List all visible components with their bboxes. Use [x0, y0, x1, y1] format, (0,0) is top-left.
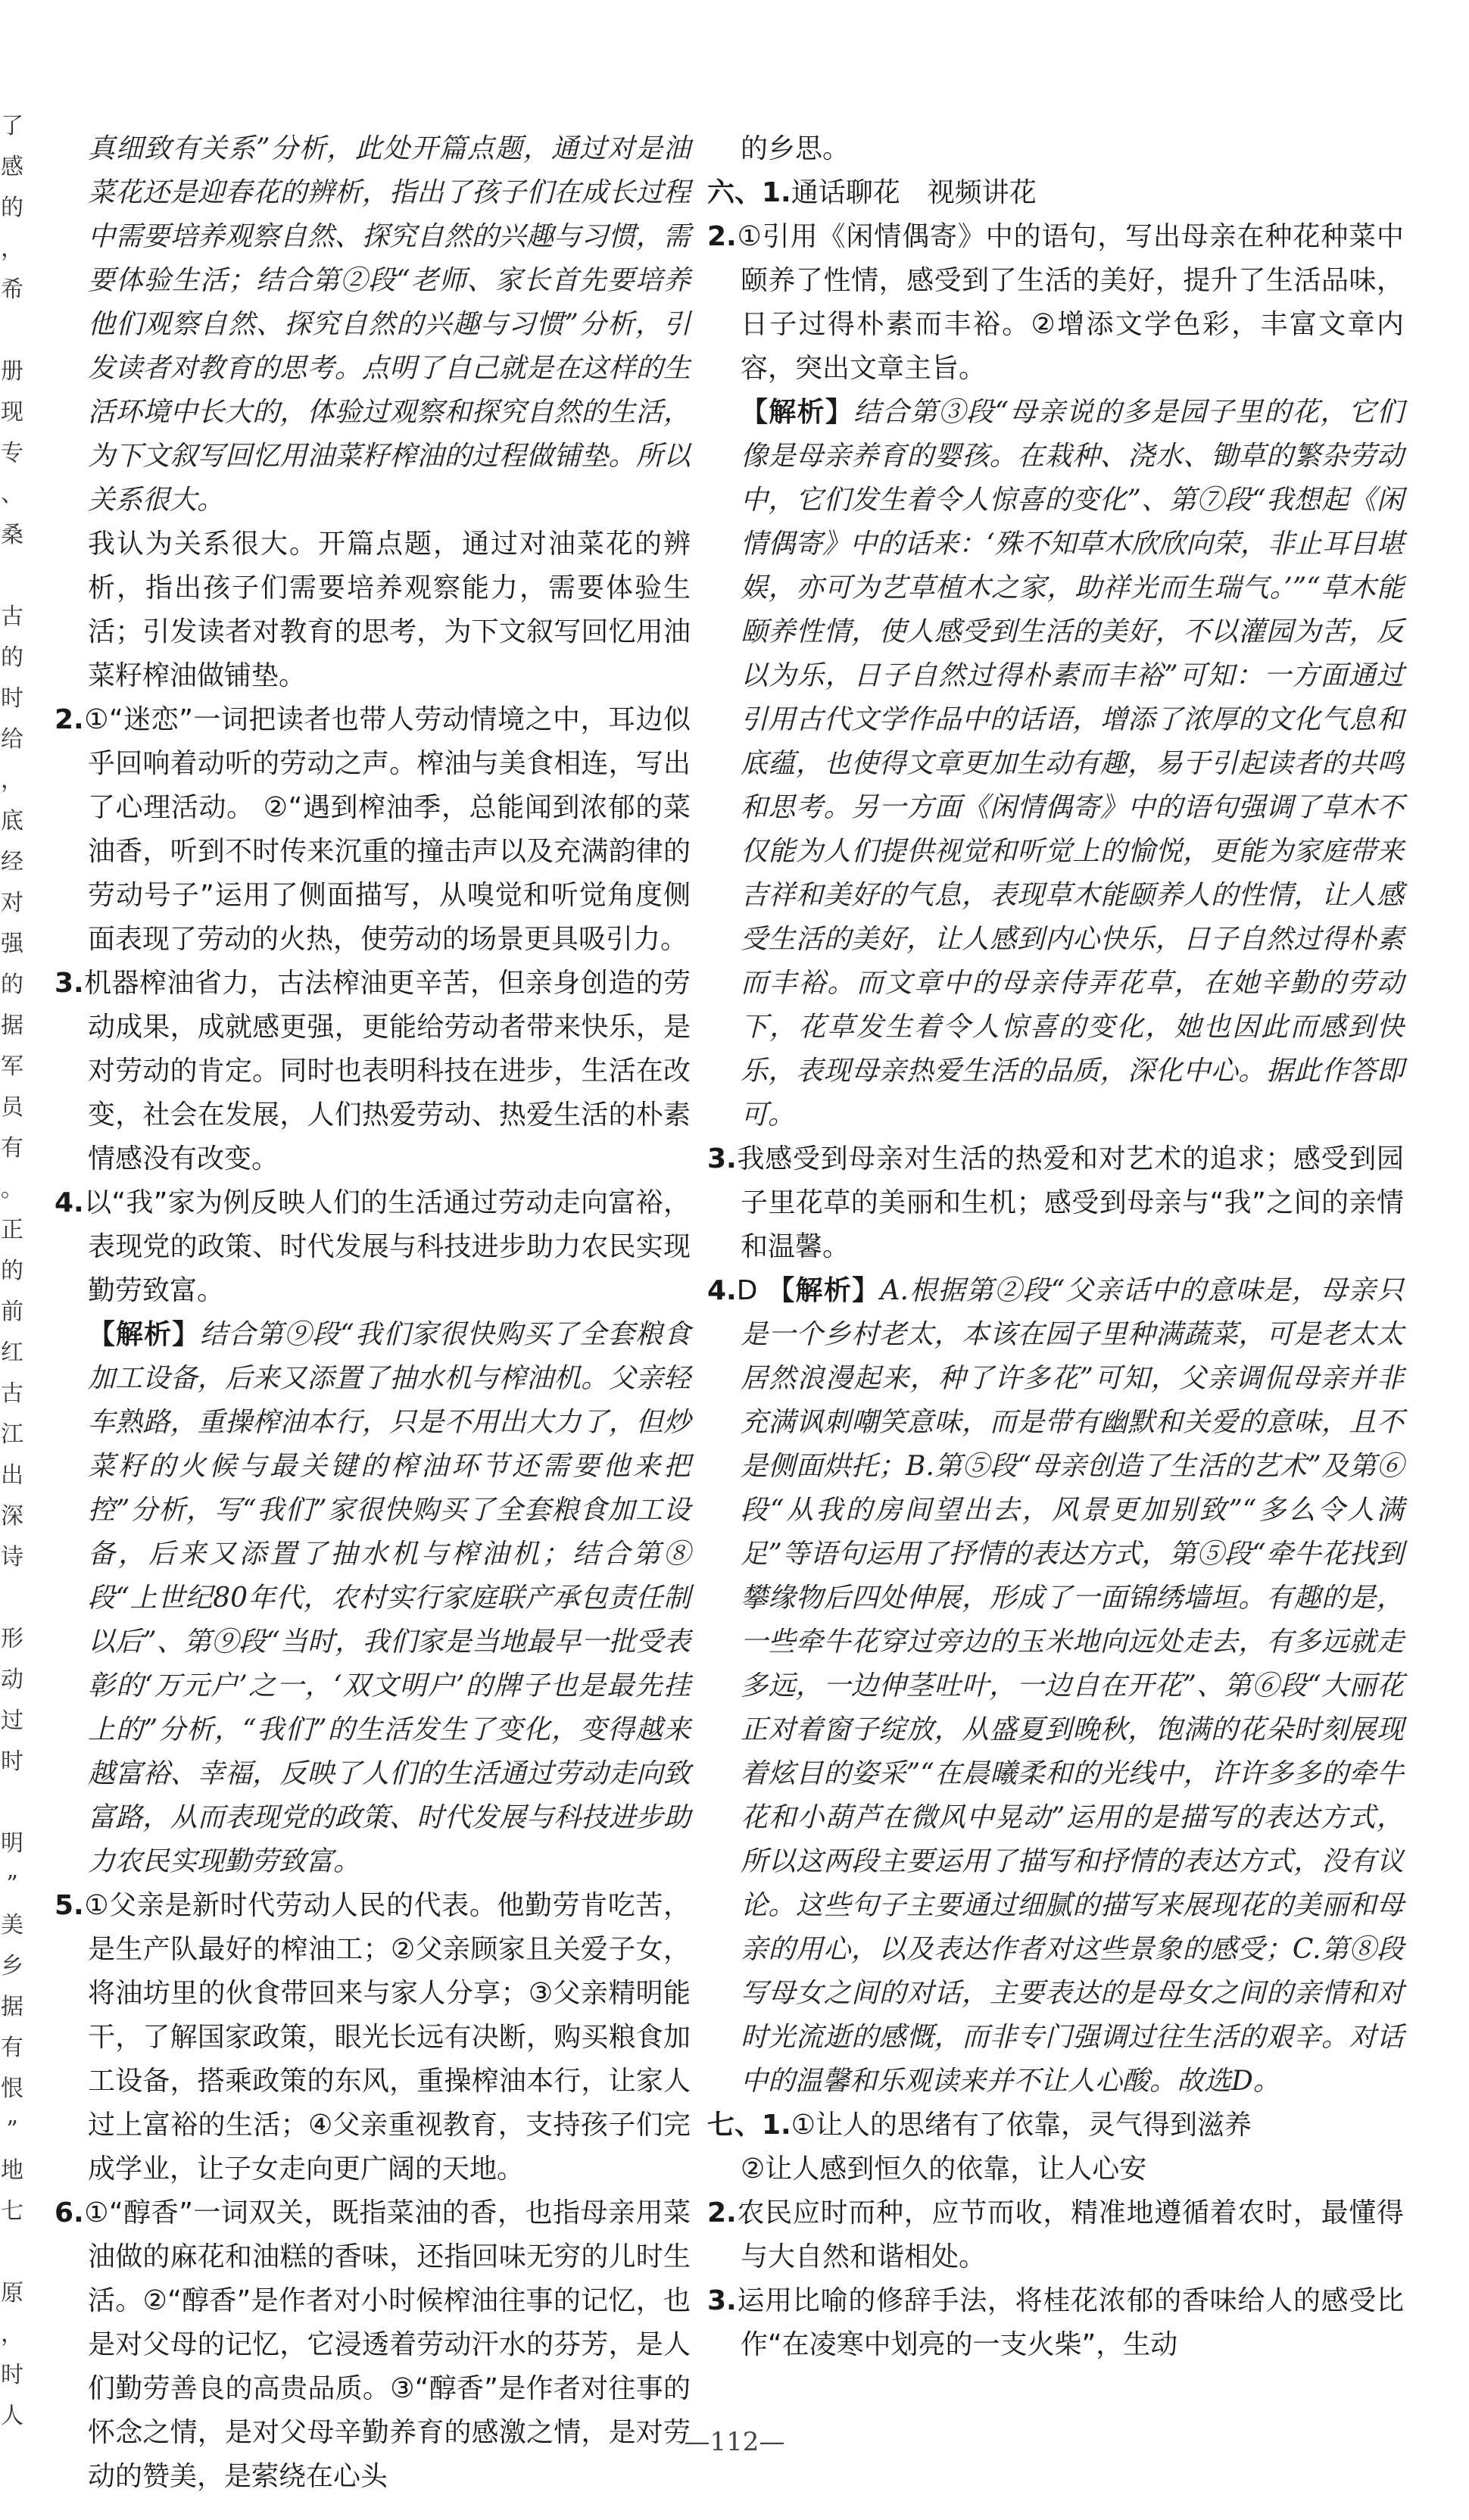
- edge-char: 有: [1, 1135, 23, 1162]
- section-heading: [707, 2104, 1404, 2147]
- edge-char: ”: [6, 1871, 18, 1898]
- item-number: 2.: [707, 221, 737, 252]
- analysis-text: A.根据第②段“父亲话中的意味是，母亲只是一个乡村老太，本该在园子里种满蔬菜，可是老太太居然浪漫起来，种了许多花”可知，父亲调侃母亲并非充满讽刺嘲笑意味，而是带有幽默和关爱的意味，且不是侧面烘托；B.第⑤段“母亲创造了生活的艺术”及第⑥段“从我的房间望出去，风景更加别致”“多么令人满足”等语句运用了抒情的表达方式，第⑤段“牵牛花找到攀缘物后四处伸展，形成了一面锦绣墙垣。有趣的是，一些牵牛花穿过旁边的玉米地向远处走去，有多远就走多远，一边伸茎吐叶，一边自在开花”、第⑥段“大丽花正对着窗子绽放，从盛夏到晚秋，饱满的花朵时刻展现着炫目的姿采”“在晨曦柔和的光线中，许许多多的牵牛花和小葫芦在微风中晃动”运用的是描写的表达方式，所以这两段主要运用了描写和抒情的表达方式，没有议论。这些句子主要通过细腻的描写来展现花的美丽和母亲的用心，以及表达作者对这些景象的感受；C.第⑧段写母女之间的对话，主要表达的是母女之间的亲情和对时光流逝的感慨，而非专门强调过往生活的艰辛。对话中的温馨和乐观读来并不让人心酸。故选D。: [741, 1275, 1404, 2097]
- edge-char: 给: [1, 726, 23, 753]
- answer-explanation: [55, 1313, 691, 1884]
- answer-text: 农民应时而种，应节而收，精准地遵循着农时，最懂得与大自然和谐相处。: [736, 2197, 1404, 2272]
- edge-char: 据: [1, 1994, 23, 2020]
- item-number: 5.: [55, 1890, 84, 1921]
- edge-char: [0, 556, 24, 597]
- page-number: —112—: [684, 2427, 785, 2457]
- edge-char: 红: [1, 1340, 23, 1366]
- answer-choice: D: [736, 1275, 758, 1306]
- edge-char: 强: [1, 931, 23, 957]
- edge-char: 古: [1, 603, 23, 630]
- edge-char: 人: [1, 2403, 23, 2429]
- right-column: [707, 127, 1404, 2367]
- edge-char: 感: [1, 154, 23, 180]
- item-number: 2.: [707, 2197, 737, 2228]
- edge-char: [0, 2232, 24, 2273]
- edge-char: 江: [1, 1421, 23, 1448]
- edge-char: 底: [1, 808, 23, 834]
- edge-char: 了: [1, 113, 23, 139]
- edge-char: 经: [1, 849, 23, 875]
- edge-char: [0, 1578, 24, 1619]
- answer-item: [707, 1269, 1404, 2104]
- edge-char: 册: [1, 358, 23, 385]
- edge-char: 原: [1, 2280, 23, 2306]
- edge-char: 对: [1, 890, 23, 916]
- item-number: 3.: [55, 968, 84, 999]
- edge-char: 七: [1, 2198, 23, 2225]
- edge-char: 希: [1, 276, 23, 303]
- edge-char: 据: [1, 1012, 23, 1039]
- section-heading: [707, 171, 1404, 215]
- answer-item: [55, 698, 691, 962]
- edge-char: ，: [1, 2321, 23, 2347]
- answer-text: ①“醇香”一词双关，既指菜油的香，也指母亲用菜油做的麻花和油糕的香味，还指回味无穷的儿时生活。②“醇香”是作者对小时候榨油往事的记忆，也是对父母的记忆，它浸透着劳动汗水的芬芳，是人们勤劳善良的高贵品质。③“醇香”是作者对往事的怀念之情，是对父母辛勤养育的感激之情，是对劳动的赞美，是萦绕在心头: [83, 2197, 691, 2492]
- answer-item: [707, 215, 1404, 391]
- edge-char: 明: [1, 1830, 23, 1857]
- edge-char: 美: [1, 1912, 23, 1938]
- analysis-tag: 【解析】: [741, 397, 854, 428]
- edge-char: 有: [1, 2035, 23, 2061]
- item-number: 3.: [707, 2285, 737, 2316]
- analysis-tag: 【解析】: [88, 1319, 201, 1350]
- edge-char: 乡: [1, 1953, 23, 1979]
- edge-char: 的: [1, 644, 23, 671]
- analysis-text: 结合第③段“母亲说的多是园子里的花，它们像是母亲养育的婴孩。在栽种、浇水、锄草的繁杂劳动中，它们发生着令人惊喜的变化”、第⑦段“我想起《闲情偶寄》中的话来：‘殊不知草木欣欣向荣，非止耳目堪娱，亦可为艺草植木之家，助祥光而生瑞气。’”“草木能颐养性情，使人感受到生活的美好，不以灌园为苦，反以为乐，日子自然过得朴素而丰裕”可知：一方面通过引用古代文学作品中的话语，增添了浓厚的文化气息和底蕴，也使得文章更加生动有趣，易于引起读者的共鸣和思考。另一方面《闲情偶寄》中的语句强调了草木不仅能为人们提供视觉和听觉上的愉悦，更能为家庭带来吉祥和美好的气息，表现草木能颐养人的性情，让人感受生活的美好，让人感到内心快乐，日子自然过得朴素而丰裕。而文章中的母亲侍弄花草，在她辛勤的劳动下，花草发生着令人惊喜的变化，她也因此而感到快乐，表现母亲热爱生活的品质，深化中心。据此作答即可。: [741, 397, 1404, 1131]
- answer-text: 运用比喻的修辞手法，将桂花浓郁的香味给人的感受比作“在凌寒中划亮的一支火柴”，生动: [736, 2285, 1404, 2360]
- answer-text: ①父亲是新时代劳动人民的代表。他勤劳肯吃苦，是生产队最好的榨油工；②父亲顾家且关爱子女，将油坊里的伙食带回来与家人分享；③父亲精明能干，了解国家政策，眼光长远有决断，购买粮食加工设备，搭乘政策的东风，重操榨油本行，让家人过上富裕的生活；④父亲重视教育，支持孩子们完成学业，让子女走向更广阔的天地。: [83, 1890, 691, 2185]
- edge-char: 前: [1, 1299, 23, 1325]
- left-column: [55, 127, 691, 2499]
- edge-char: 。: [1, 1176, 23, 1202]
- edge-char: 军: [1, 1053, 23, 1080]
- edge-char: 形: [1, 1626, 23, 1652]
- edge-char: ，: [1, 235, 23, 262]
- section-number: 六、1.: [707, 177, 791, 208]
- answer-text: ②让人感到恒久的依靠，让人心安: [741, 2154, 1147, 2185]
- answer-text: 通话聊花 视频讲花: [791, 177, 1037, 208]
- answer-item: [707, 1137, 1404, 1269]
- edge-char: 恨: [1, 2076, 23, 2102]
- edge-char: 时: [1, 2362, 23, 2388]
- answer-text: 的乡思。: [741, 133, 850, 164]
- item-number: 4.: [707, 1275, 737, 1306]
- answer-explanation: [707, 391, 1404, 1137]
- edge-char: [0, 1782, 24, 1823]
- edge-char: 正: [1, 1217, 23, 1243]
- edge-char: 动: [1, 1667, 23, 1693]
- edge-char: [0, 310, 24, 351]
- answer-item: [55, 1181, 691, 1313]
- item-number: 3.: [707, 1143, 737, 1174]
- answer-text: 我感受到母亲对生活的热爱和对艺术的追求；感受到园子里花草的美丽和生机；感受到母亲与“我”之间的亲情和温馨。: [736, 1143, 1404, 1262]
- answer-item: [707, 2279, 1404, 2367]
- edge-char: 、: [1, 481, 23, 507]
- edge-char: ，: [1, 767, 23, 794]
- left-edge-fragment: [0, 106, 24, 2437]
- answer-explanation: 真细致有关系”分析，此处开篇点题，通过对是油菜花还是迎春花的辨析，指出了孩子们在成长过程中需要培养观察自然、探究自然的兴趣与习惯，需要体验生活；结合第②段“老师、家长首先要培养他们观察自然、探究自然的兴趣与习惯”分析，引发读者对教育的思考。点明了自己就是在这样的生活环境中长大的，体验过观察和探究自然的生活，为下文叙写回忆用油菜籽榨油的过程做铺垫。所以关系很大。: [88, 133, 691, 516]
- edge-char: ”: [6, 2116, 18, 2143]
- edge-char: 桑: [1, 522, 23, 548]
- answer-text: ①让人的思绪有了依靠，灵气得到滋养: [791, 2110, 1252, 2141]
- edge-char: 深: [1, 1503, 23, 1530]
- answer-text: ①“迷恋”一词把读者也带人劳动情境之中，耳边似乎回响着动听的劳动之声。榨油与美食相连，写出了心理活动。 ②“遇到榨油季，总能闻到浓郁的菜油香，听到不时传来沉重的撞击声以及充满韵律的劳动号子”运用了侧面描写，从嗅觉和听觉角度侧面表现了劳动的火热，使劳动的场景更具吸引力。: [83, 704, 691, 955]
- answer-item: [707, 2191, 1404, 2279]
- answer-item: [55, 962, 691, 1181]
- edge-char: 时: [1, 1748, 23, 1775]
- edge-char: 时: [1, 685, 23, 712]
- answer-text: ①引用《闲情偶寄》中的语句，写出母亲在种花种菜中颐养了性情，感受到了生活的美好，提升了生活品味，日子过得朴素而丰裕。②增添文学色彩，丰富文章内容，突出文章主旨。: [736, 221, 1404, 384]
- analysis-tag: 【解析】: [767, 1275, 881, 1306]
- analysis-text: 结合第⑨段“我们家很快购买了全套粮食加工设备，后来又添置了抽水机与榨油机。父亲轻车熟路，重操榨油本行，只是不用出大力了，但炒菜籽的火候与最关键的榨油环节还需要他来把控”分析，写“我们”家很快购买了全套粮食加工设备，后来又添置了抽水机与榨油机；结合第⑧段“上世纪80年代，农村实行家庭联产承包责任制以后”、第⑨段“当时，我们家是当地最早一批受表彰的‘万元户’之一，‘双文明户’的牌子也是最先挂上的”分析，“我们”的生活发生了变化，变得越来越富裕、幸福，反映了人们的生活通过劳动走向致富路，从而表现党的政策、时代发展与科技进步助力农民实现勤劳致富。: [88, 1319, 691, 1877]
- edge-char: 诗: [1, 1544, 23, 1570]
- edge-char: 地: [1, 2157, 23, 2184]
- item-number: 6.: [55, 2197, 84, 2228]
- answer-item: [55, 1884, 691, 2191]
- item-number: 2.: [55, 704, 84, 735]
- edge-char: 员: [1, 1094, 23, 1121]
- answer-text: 以“我”家为例反映人们的生活通过劳动走向富裕，表现党的政策、时代发展与科技进步助力农民实现勤劳致富。: [83, 1187, 691, 1306]
- edge-char: 出: [1, 1462, 23, 1489]
- edge-char: 过: [1, 1708, 23, 1734]
- edge-char: 古: [1, 1380, 23, 1407]
- edge-char: 专: [1, 440, 23, 466]
- edge-char: 的: [1, 195, 23, 221]
- edge-char: 的: [1, 972, 23, 998]
- edge-char: 现: [1, 399, 23, 426]
- answer-text: 我认为关系很大。开篇点题，通过对油菜花的辨析，指出孩子们需要培养观察能力，需要体验生活；引发读者对教育的思考，为下文叙写回忆用油菜籽榨油做铺垫。: [88, 529, 691, 691]
- edge-char: 的: [1, 1258, 23, 1284]
- section-number: 七、1.: [707, 2110, 791, 2141]
- item-number: 4.: [55, 1187, 84, 1218]
- answer-text: 机器榨油省力，古法榨油更辛苦，但亲身创造的劳动成果，成就感更强，更能给劳动者带来快乐，是对劳动的肯定。同时也表明科技在进步，生活在改变，社会在发展，人们热爱劳动、热爱生活的朴素情感没有改变。: [83, 968, 691, 1174]
